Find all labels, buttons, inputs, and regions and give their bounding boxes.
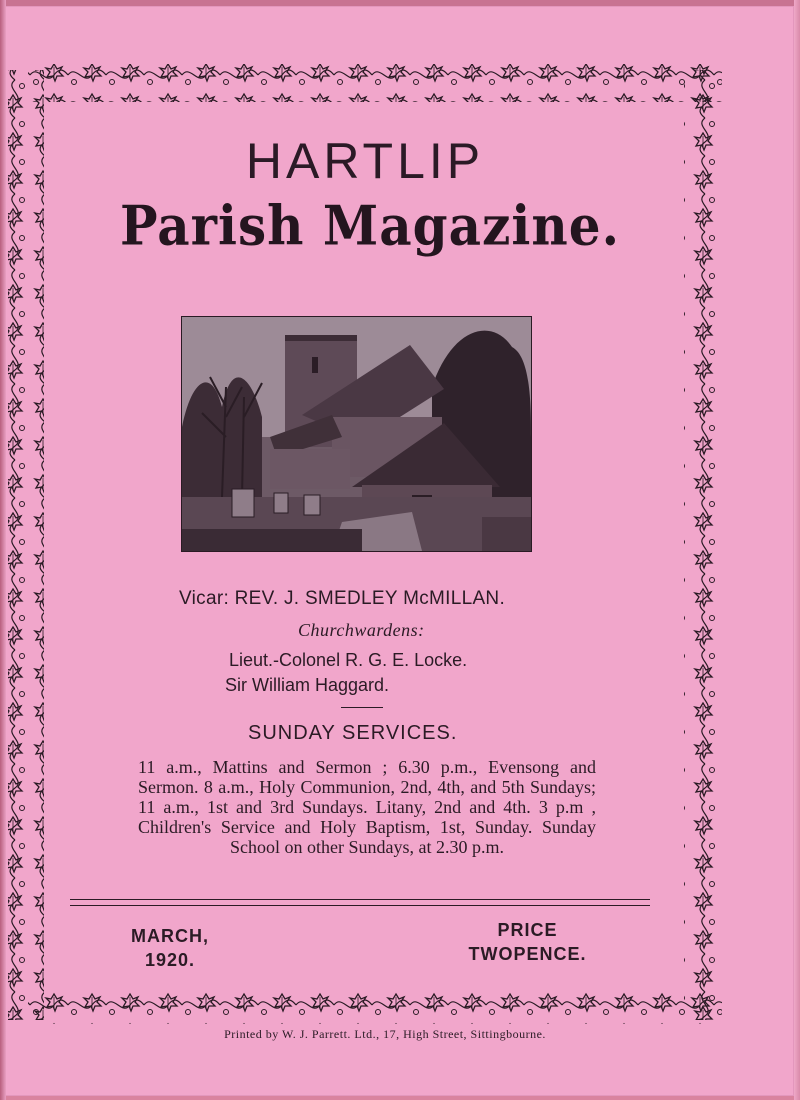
double-divider (70, 899, 650, 906)
magazine-title: HARTLIP (245, 133, 485, 189)
price-label: PRICE (497, 920, 558, 940)
price-value: TWOPENCE. (468, 944, 587, 964)
printer-imprint: Printed by W. J. Parrett. Ltd., 17, High Street, Sittingbourne. (224, 1027, 546, 1041)
churchwarden-name: Sir William Haggard. (225, 675, 390, 695)
churchwarden-name: Lieut.-Colonel R. G. E. Locke. (229, 650, 468, 670)
services-schedule: 11 a.m., Mattins and Sermon ; 6.30 p.m., Evensong and Sermon. 8 a.m., Holy Communion, 2nd, 4th, and 5th Sundays; 11 a.m., 1st and 3rd Sundays. Litany, 2nd and 4th. 3 p.m , Children's Service and Holy Baptism, 1st, Sunday. Sunday School on other Sundays, at 2.30 p.m. (138, 757, 596, 857)
issue-year: 1920. (144, 950, 196, 970)
vicar-line: Vicar: REV. J. SMEDLEY McMILLAN. (179, 588, 506, 609)
issue-month: MARCH, (131, 926, 209, 946)
church-photograph (181, 316, 532, 552)
divider (341, 707, 383, 708)
churchwardens-label: Churchwardens: (298, 620, 425, 640)
services-heading: SUNDAY SERVICES. (248, 722, 458, 744)
magazine-subtitle: Parish Magazine. (120, 193, 620, 258)
